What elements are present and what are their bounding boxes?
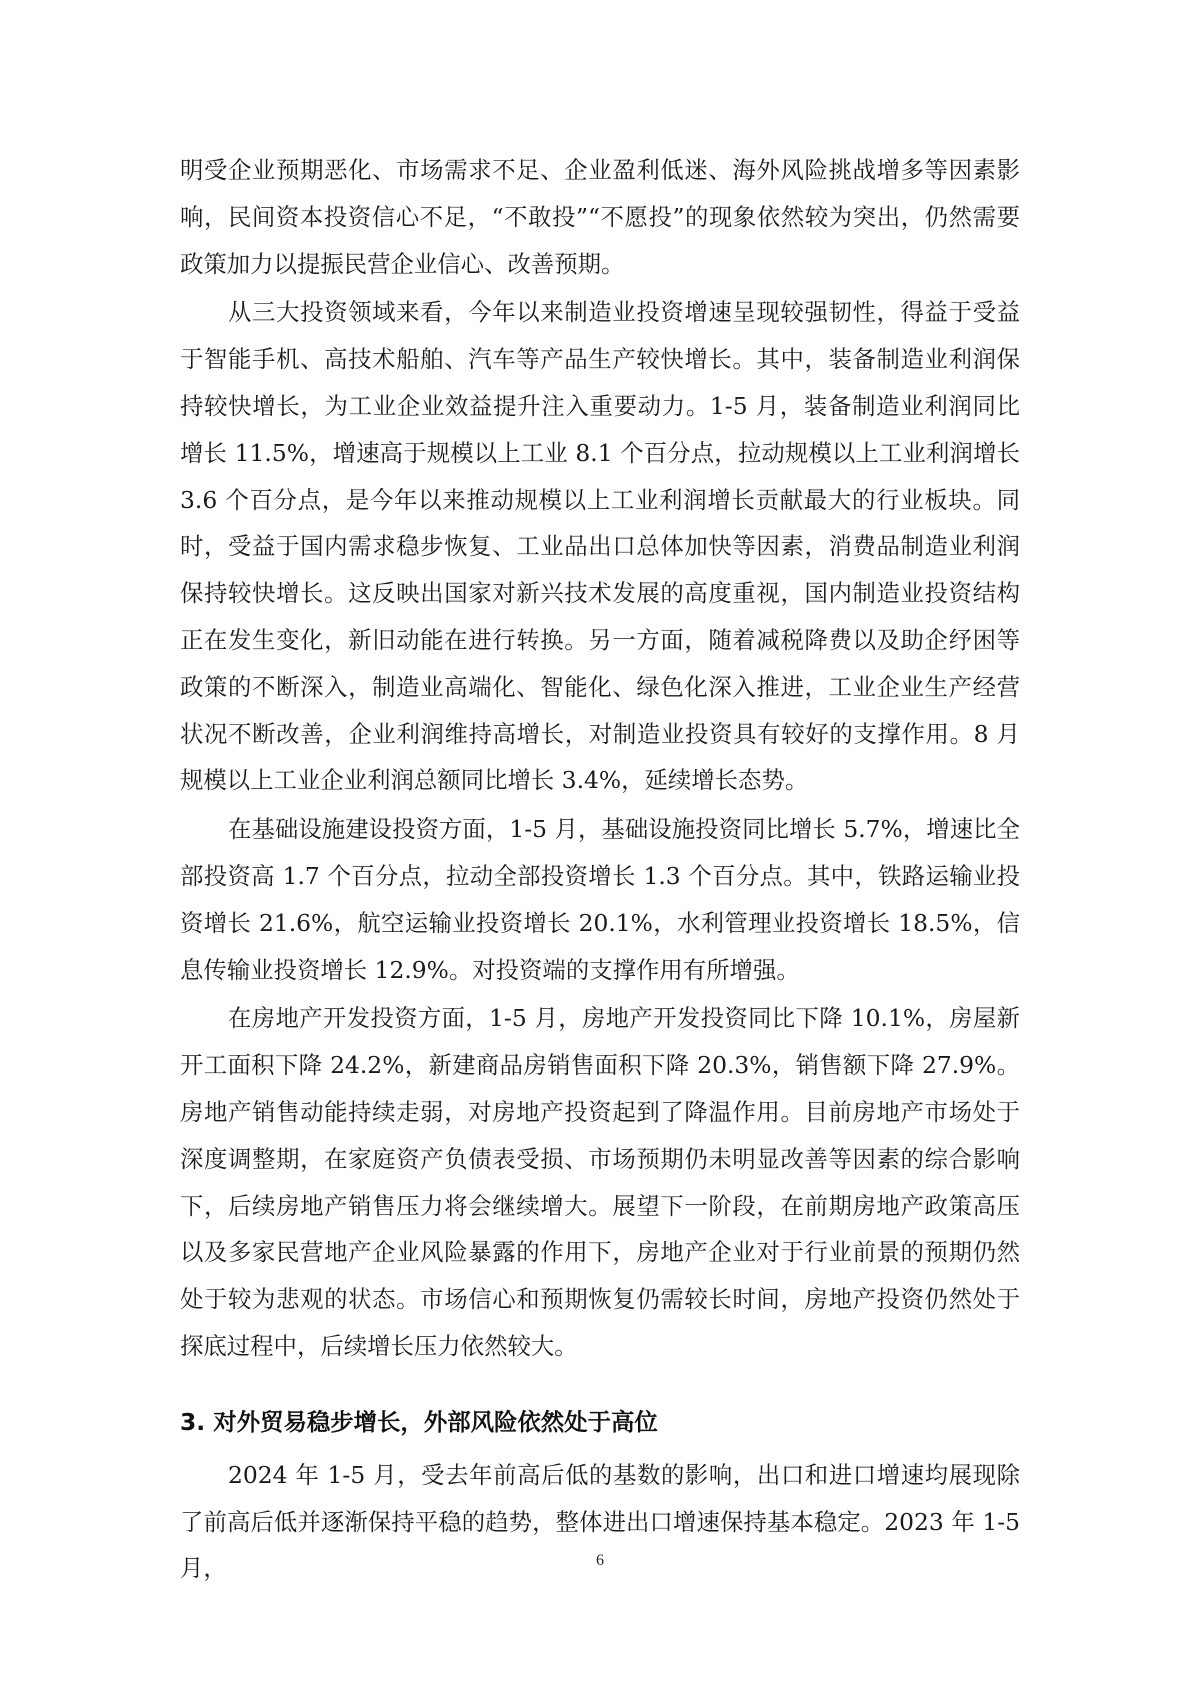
paragraph-2: 从三大投资领域来看，今年以来制造业投资增速呈现较强韧性，得益于受益于智能手机、高技术船舶、汽车等产品生产较快增长。其中，装备制造业利润保持较快增长，为工业企业效益提升注入重要动力。1-5 月，装备制造业利润同比增长 11.5%，增速高于规模以上工业 8.1 个百分点，拉动规模以上工业利润增长 3.6 个百分点，是今年以来推动规模以上工业利润增长贡献最大的行业板块。同时，受益于国内需求稳步恢复、工业品出口总体加快等因素，消费品制造业利润保持较快增长。这反映出国家对新兴技术发展的高度重视，国内制造业投资结构正在发生变化，新旧动能在进行转换。另一方面，随着减税降费以及助企纾困等政策的不断深入，制造业高端化、智能化、绿色化深入推进，工业企业生产经营状况不断改善，企业利润维持高增长，对制造业投资具有较好的支撑作用。8 月规模以上工业企业利润总额同比增长 3.4%，延续增长态势。 — [180, 298, 1020, 795]
page-number: 6 — [596, 1552, 604, 1569]
paragraph-1: 明受企业预期恶化、市场需求不足、企业盈利低迷、海外风险挑战增多等因素影响，民间资本投资信心不足，“不敢投”“不愿投”的现象依然较为突出，仍然需要政策加力以提振民营企业信心、改善预期。 — [180, 156, 1020, 278]
paragraph-4: 在房地产开发投资方面，1-5 月，房地产开发投资同比下降 10.1%，房屋新开工面积下降 24.2%，新建商品房销售面积下降 20.3%，销售额下降 27.9%。房地产销售动能持续走弱，对房地产投资起到了降温作用。目前房地产市场处于深度调整期，在家庭资产负债表受损、市场预期仍未明显改善等因素的综合影响下，后续房地产销售压力将会继续增大。展望下一阶段，在前期房地产政策高压以及多家民营地产企业风险暴露的作用下，房地产企业对于行业前景的预期仍然处于较为悲观的状态。市场信心和预期恢复仍需较长时间，房地产投资仍然处于探底过程中，后续增长压力依然较大。 — [180, 1004, 1020, 1360]
paragraph-5: 2024 年 1-5 月，受去年前高后低的基数的影响，出口和进口增速均展现除了前高后低并逐渐保持平稳的趋势，整体进出口增速保持基本稳定。2023 年 1-5 月， — [180, 1460, 1020, 1583]
section-heading: 3. 对外贸易稳步增长，外部风险依然处于高位 — [180, 1407, 658, 1436]
page-content — [180, 147, 1020, 1594]
paragraph-3: 在基础设施建设投资方面，1-5 月，基础设施投资同比增长 5.7%，增速比全部投资高 1.7 个百分点，拉动全部投资增长 1.3 个百分点。其中，铁路运输业投资增长 21.6%，航空运输业投资增长 20.1%，水利管理业投资增长 18.5%，信息传输业投资增长 12.9%。对投资端的支撑作用有所增强。 — [180, 815, 1020, 984]
